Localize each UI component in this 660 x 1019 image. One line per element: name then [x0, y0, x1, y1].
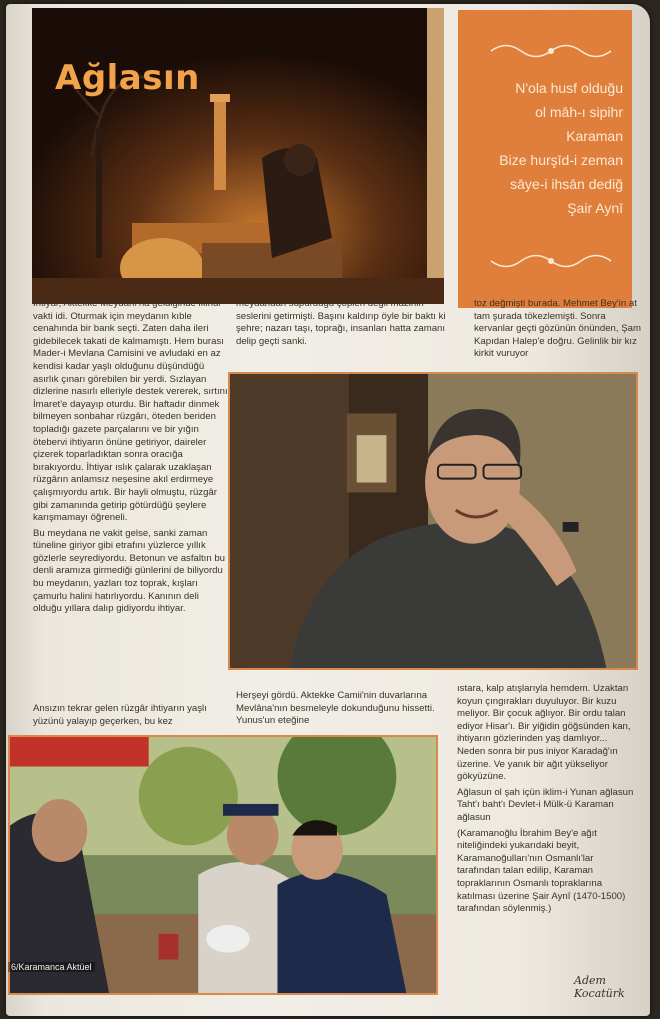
- article-column-2: [236, 298, 458, 351]
- article-title: Ağlasın: [55, 58, 200, 98]
- poem-line: sāye-i ihsān dediğ: [510, 176, 623, 192]
- poem-box: [458, 10, 632, 308]
- author-signature: Adem Kocatürk: [574, 974, 625, 1000]
- paragraph: ıstara, kalp atışlarıyla hemdem. Uzaktan koyun çıngırakları duyuluyor. Bir kuzu meliyor. Bir çocuk ağlıyor. Bir ordu talan ediyor Hisar'ı. Bir yiğidin göğsünden kan, ihtiyarın gözlerinden yaş damlıyor... Neden sonra bir pus iniyor Karadağ'ın üzerine. Ve yanık bir ağıt yükseliyor gökyüzüne.: [457, 683, 631, 783]
- poem-line: N'ola husf olduğu: [515, 80, 623, 96]
- page-footer: 6/Karamanca Aktüel: [8, 962, 95, 972]
- paragraph: (Karamanoğlu İbrahim Bey'e ağıt niteliğindeki yukarıdaki beyit, Karamanoğulları'nın Osmanlı'lar tarafından talan edilip, Karaman topraklarının Osmanlı topraklarına katılması üzerine Şair Aynî (1470-1500) tarafından söylenmiş.): [457, 827, 626, 915]
- article-column-1: [33, 298, 228, 619]
- poem-line: Karaman: [566, 128, 623, 144]
- article-column-1-cont: [33, 703, 228, 731]
- poem-line: Bize hurşīd-i zeman: [499, 152, 623, 168]
- paragraph: Herşeyi gördü. Aktekke Camii'nin duvarlarına Mevlâna'nın besmeleyle dokunduğunu hissetti. Yunus'un eteğine: [236, 690, 435, 727]
- poem-lines: [468, 76, 623, 220]
- article-column-2-cont: [236, 690, 456, 731]
- poem-line: Şair Aynī: [567, 200, 623, 216]
- cafe-photo: [8, 735, 438, 995]
- article-column-3-cont: [457, 683, 637, 919]
- paragraph: İhtiyar, Aktekke Meydanı'na geldiğinde ikindi vakti idi. Oturmak için meydanın kıble cenahında bir bank seçti. Zaten daha ileri gidebilecek takati de kalmamıştı. Hem burası Mader-i Mevlana Camisini ve avludaki en az kendisi kadar yaşlı olduğunu düşündüğü asırlık çınarı görebilen bir yerdi. Sızlayan dizlerine nasırlı elleriyle destek vererek, sırtını İmaret'e dayayıp oturdu. Bir haftadır dinmek bilmeyen sonbahar rüzgârı, öteden beriden topladığı gazete parçalarını ve bir yığın ötebervi ihtiyarın önüne getiriyor, daireler çizerek toparladıktan sonra oracığa bırakıyordu. İhtiyar ıslık çalarak uzaklaşan rüzgârın anlamsız neşesine akıl erdirmeye çalışmıyordu artık. Bir hayli olmuştu, rüzgâr gibi zamanında getirip götürdüğü şeylere karışmamayı öğreneli.: [33, 298, 228, 524]
- author-portrait-photo: [228, 372, 638, 670]
- paragraph: Ansızın tekrar gelen rüzgâr ihtiyarın yaşlı yüzünü yalayıp geçerken, bu kez: [33, 703, 207, 727]
- ornament-bottom-icon: [486, 250, 616, 272]
- verse: Ağlasun ol şah içün iklim-i Yunan ağlasun Taht'ı baht'ı Devlet-i Mülk-ü Karaman ağlasun: [457, 786, 634, 823]
- paragraph: Bu meydana ne vakit gelse, sanki zaman tüneline giriyor gibi etrafını yüzlerce yıllık gözlerle seyrediyordu. Betonun ve asfaltın bu denli aramıza girmediği günlerini de biliyordu bu meydanın, yazları toz toprak, kışları çamurlu halini hatırlıyordu. Kanının deli olduğu yıllara dalıp gidiyordu ihtiyar.: [33, 527, 225, 615]
- hero-photo: [32, 8, 444, 304]
- poem-line: ol māh-ı sipihr: [535, 104, 623, 120]
- paragraph: meydandan süpürdüğü çöpleri değil mazinin seslerini getirmişti. Başını kaldırıp öyle bir baktı ki şehre; nazarı taşı, toprağı, insanları hatta zamanı delip geçti sanki.: [236, 298, 446, 347]
- ornament-top-icon: [486, 40, 616, 62]
- article-column-3: [474, 298, 642, 364]
- paragraph: toz değmişti burada. Mehmet Bey'in at tam şurada tökezlemişti. Sonra kervanlar geçti gözünün önünden, Şam Kapıdan Halep'e doğru. Gelinlik bir kız kirkit vuruyor: [474, 298, 641, 360]
